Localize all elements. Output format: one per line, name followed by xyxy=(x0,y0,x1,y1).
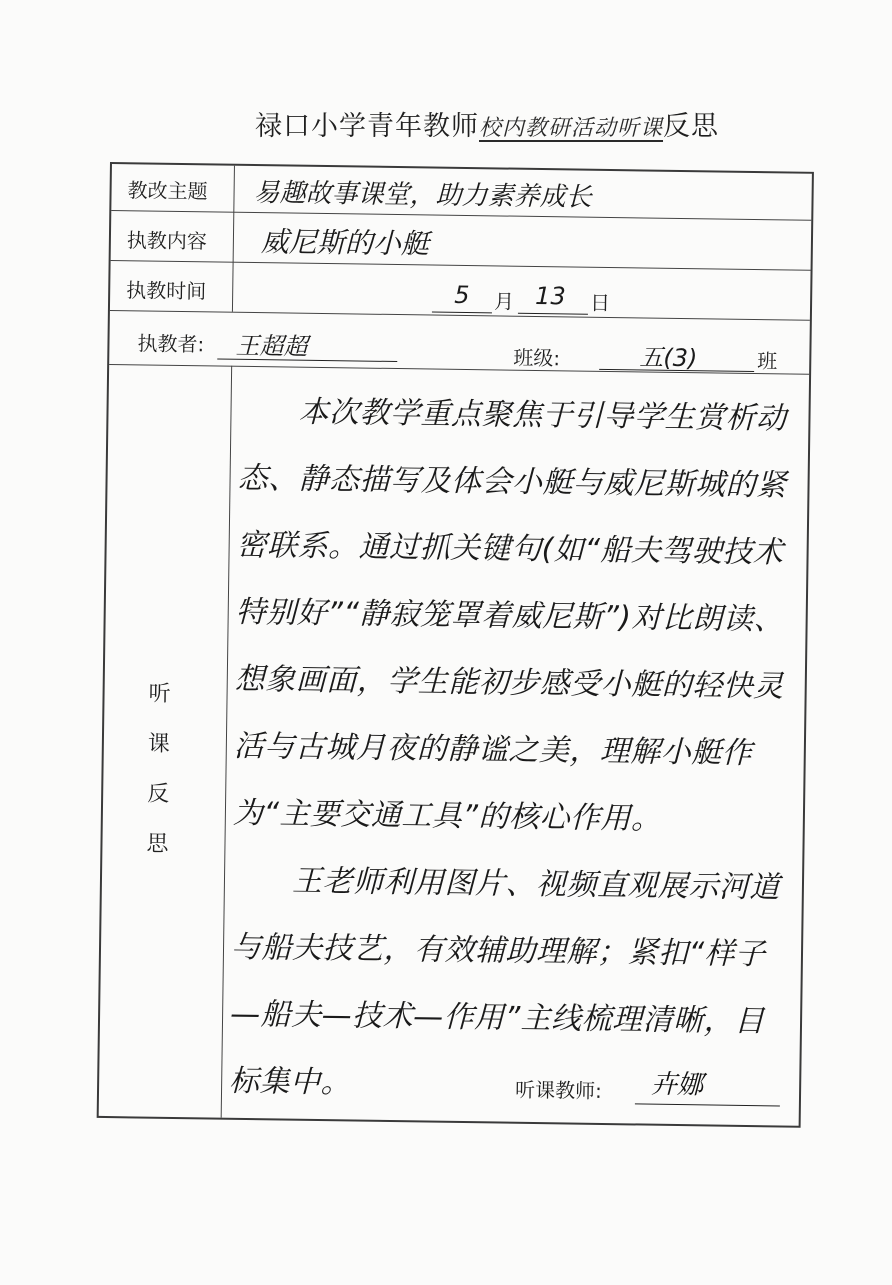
topic-value: 易趣故事课堂，助力素养成长 xyxy=(253,178,592,213)
reflection-paragraph: 本次教学重点聚焦于引导学生赏析动态、静态描写及体会小艇与威尼斯城的紧密联系。通过抓关键句(如“船夫驾驶技术特别好”“静寂笼罩着威尼斯”)对比朗读、想象画面，学生能初步感受小艇的轻快灵活与古城月夜的静谧之美，理解小艇作为“主要交通工具”的核心作用。 xyxy=(232,394,787,837)
day-unit: 日 xyxy=(589,290,611,315)
topic-label: 教改主题 xyxy=(127,178,208,204)
day-underline xyxy=(518,313,588,315)
document-title xyxy=(255,104,719,143)
month-underline xyxy=(432,312,492,314)
section-label-char: 课 xyxy=(147,731,171,757)
class-value: 五(3) xyxy=(639,343,698,373)
time-day: 13 xyxy=(534,281,566,311)
time-month: 5 xyxy=(453,280,470,310)
title-printed: 禄口小学青年教师 xyxy=(255,111,479,142)
teacher-label: 执教者: xyxy=(137,331,205,357)
section-label-char: 反 xyxy=(147,781,170,807)
section-label-char: 听 xyxy=(148,681,171,707)
observer-signature: 卉娜 xyxy=(650,1069,704,1101)
title-suffix: 反思 xyxy=(663,111,720,142)
reflection-body xyxy=(229,378,799,1123)
month-unit: 月 xyxy=(493,289,515,314)
row-divider xyxy=(111,260,811,271)
section-label-char: 思 xyxy=(146,831,169,857)
reflection-form xyxy=(97,162,814,1128)
teacher-value: 王超超 xyxy=(235,331,308,361)
time-label: 执教时间 xyxy=(126,278,207,304)
reflection-paragraph: 王老师利用图片、视频直观展示河道与船夫技艺，有效辅助理解；紧扣“样子—船夫—技术—作用”主线梳理清晰，目标集中。 xyxy=(228,863,781,1101)
title-handwritten: 校内教研活动听课 xyxy=(479,116,664,141)
class-unit: 班 xyxy=(757,349,778,374)
class-label: 班级: xyxy=(513,345,561,371)
column-divider xyxy=(232,166,235,312)
content-value: 威尼斯的小艇 xyxy=(260,225,430,261)
observer-label: 听课教师: xyxy=(514,1077,602,1103)
content-label: 执教内容 xyxy=(126,228,208,254)
